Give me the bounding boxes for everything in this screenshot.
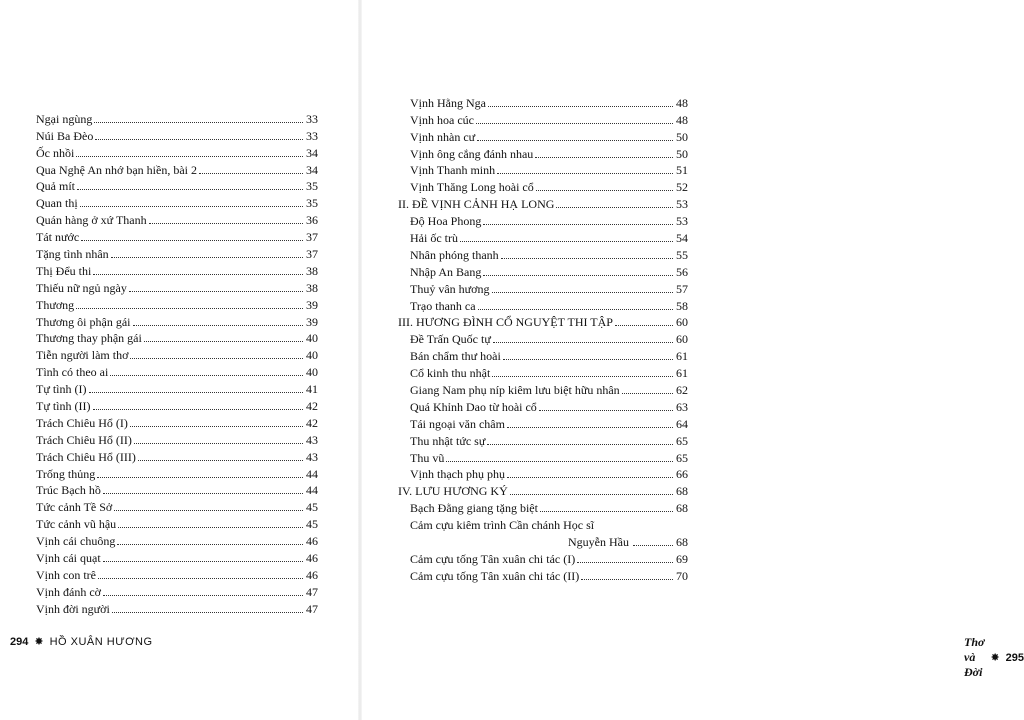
entry-page-number: 58 [676, 298, 688, 313]
dot-leader [103, 493, 303, 494]
dot-leader [94, 122, 303, 123]
dot-leader [477, 140, 673, 141]
toc-entry [36, 582, 318, 599]
entry-page-number: 36 [306, 213, 318, 228]
toc-entry [398, 397, 688, 414]
entry-page-number: 45 [306, 500, 318, 515]
entry-page-number: 45 [306, 517, 318, 532]
toc-entry [36, 329, 318, 346]
page-number: 295 [1005, 651, 1024, 664]
dot-leader [539, 410, 673, 411]
entry-title: Vịnh Thanh minh [410, 163, 496, 178]
toc-entry [36, 514, 318, 531]
running-head-title: Thơ và Đời [964, 635, 985, 679]
toc-entry [36, 430, 318, 447]
dot-leader [130, 358, 303, 359]
entry-title: Vịnh Hằng Nga [410, 95, 486, 110]
entry-page-number: 57 [676, 281, 688, 296]
entry-title: Thu vũ [410, 450, 445, 465]
entry-page-number: 33 [306, 111, 318, 126]
entry-page-number: 62 [676, 383, 688, 398]
entry-title: Trạo thanh ca [410, 298, 476, 313]
entry-title: Vịnh cái quạt [36, 551, 101, 566]
entry-page-number: 61 [676, 349, 688, 364]
entry-title: Quan thị [36, 196, 78, 211]
toc-entry [36, 193, 318, 210]
toc-list-right [398, 93, 688, 583]
dot-leader [95, 139, 303, 140]
toc-entry [36, 464, 318, 481]
entry-page-number: 51 [676, 163, 688, 178]
dot-leader [199, 173, 303, 174]
entry-title: Tiễn người làm thơ [36, 348, 129, 363]
dot-leader [103, 595, 303, 596]
entry-page-number: 48 [676, 112, 688, 127]
entry-title: Thuỷ vân hương [410, 281, 490, 296]
toc-entry [36, 362, 318, 379]
toc-entry [398, 380, 688, 397]
toc-entry [36, 548, 318, 565]
entry-page-number: 34 [306, 162, 318, 177]
dot-leader [615, 325, 673, 326]
dot-leader [483, 224, 673, 225]
entry-page-number: 35 [306, 179, 318, 194]
running-head-author: HỒ XUÂN HƯƠNG [49, 635, 153, 648]
toc-entry [36, 126, 318, 143]
entry-title: Thu nhật tức sự [410, 433, 486, 448]
entry-page-number: 43 [306, 449, 318, 464]
entry-page-number: 53 [676, 197, 688, 212]
toc-entry [36, 599, 318, 616]
entry-page-number: 65 [676, 450, 688, 465]
entry-title: Tức cảnh Tề Sở [36, 500, 113, 515]
toc-entry [398, 532, 688, 549]
toc-entry [36, 396, 318, 413]
dot-leader [507, 427, 673, 428]
star-icon: ✸ [990, 652, 1000, 664]
toc-entry [36, 210, 318, 227]
entry-title: Cảm cựu kiêm trình Cần chánh Học sĩ [410, 518, 595, 533]
toc-entry [398, 566, 688, 583]
entry-page-number: 48 [676, 95, 688, 110]
entry-title: Hải ốc trù [410, 231, 458, 246]
entry-title: Tự tình (II) [36, 399, 91, 414]
toc-entry [36, 261, 318, 278]
dot-leader [540, 511, 673, 512]
dot-leader [633, 545, 673, 546]
entry-page-number: 50 [676, 146, 688, 161]
dot-leader [111, 257, 303, 258]
entry-title: Vịnh ông cắng đánh nhau [410, 146, 534, 161]
toc-entry [36, 531, 318, 548]
entry-title: Vịnh con trê [36, 567, 96, 582]
entry-title: Tức cảnh vũ hậu [36, 517, 117, 532]
entry-page-number: 37 [306, 230, 318, 245]
dot-leader [144, 341, 303, 342]
toc-entry [398, 498, 688, 515]
dot-leader [487, 444, 673, 445]
entry-page-number: 41 [306, 382, 318, 397]
entry-title: Thương thay phận gái [36, 331, 142, 346]
page-footer-left [10, 635, 153, 648]
dot-leader [129, 291, 303, 292]
entry-title: Tát nước [36, 230, 80, 245]
entry-title: Cảm cựu tống Tân xuân chi tác (II) [410, 568, 580, 583]
toc-entry [36, 227, 318, 244]
dot-leader [507, 477, 673, 478]
entry-title: Bán chẩm thư hoài [410, 349, 501, 364]
dot-leader [118, 527, 303, 528]
entry-title: III. HƯƠNG ĐÌNH CỔ NGUYỆT THI TẬP [398, 315, 613, 330]
entry-page-number: 65 [676, 433, 688, 448]
entry-title: Vịnh thạch phụ phụ [410, 467, 505, 482]
entry-title: Thương ôi phận gái [36, 314, 131, 329]
dot-leader [483, 275, 673, 276]
entry-title: Quá Khỉnh Dao từ hoài cổ [410, 399, 537, 414]
entry-title: Quán hàng ở xứ Thanh [36, 213, 147, 228]
entry-page-number: 50 [676, 129, 688, 144]
dot-leader [493, 342, 673, 343]
entry-page-number: 44 [306, 483, 318, 498]
dot-leader [76, 308, 303, 309]
entry-title: Ngại ngùng [36, 111, 93, 126]
entry-title: Tình có theo ai [36, 365, 109, 380]
toc-section-heading [398, 313, 688, 330]
toc-entry [398, 127, 688, 144]
toc-entry [36, 177, 318, 194]
toc-entry [36, 345, 318, 362]
toc-entry [36, 295, 318, 312]
entry-title: Thị Đểu thi [36, 263, 92, 278]
toc-entry [398, 414, 688, 431]
toc-entry [398, 144, 688, 161]
entry-title: Trúc Bạch hồ [36, 483, 101, 498]
entry-title: Bạch Đằng giang tặng biệt [410, 501, 538, 516]
toc-entry [398, 515, 688, 532]
toc-entry [398, 228, 688, 245]
entry-page-number: 39 [306, 314, 318, 329]
entry-page-number: 53 [676, 214, 688, 229]
entry-page-number: 39 [306, 297, 318, 312]
dot-leader [117, 544, 303, 545]
dot-leader [80, 206, 303, 207]
dot-leader [503, 359, 673, 360]
toc-entry [36, 312, 318, 329]
entry-title: Vịnh nhàn cư [410, 129, 476, 144]
dot-leader [93, 274, 303, 275]
dot-leader [497, 173, 673, 174]
toc-entry [398, 363, 688, 380]
entry-title: Tặng tình nhân [36, 247, 109, 262]
entry-page-number: 35 [306, 196, 318, 211]
toc-entry [398, 211, 688, 228]
entry-title: Trống thủng [36, 466, 96, 481]
toc-entry [36, 379, 318, 396]
left-page [0, 0, 360, 720]
toc-entry [398, 161, 688, 178]
entry-title: Thương [36, 297, 75, 312]
entry-title: Đề Trấn Quốc tự [410, 332, 491, 347]
dot-leader [130, 426, 303, 427]
entry-title: Giang Nam phụ níp kiêm lưu biệt hữu nhân [410, 383, 620, 398]
dot-leader [510, 494, 673, 495]
entry-page-number: 60 [676, 315, 688, 330]
entry-title: Cổ kinh thu nhật [410, 366, 491, 381]
entry-page-number: 63 [676, 399, 688, 414]
entry-page-number: 40 [306, 348, 318, 363]
entry-page-number: 55 [676, 247, 688, 262]
toc-entry [398, 296, 688, 313]
entry-page-number: 47 [306, 601, 318, 616]
dot-leader [93, 409, 304, 410]
entry-page-number: 46 [306, 567, 318, 582]
dot-leader [98, 578, 303, 579]
dot-leader [476, 123, 673, 124]
dot-leader [501, 258, 673, 259]
entry-page-number: 68 [676, 535, 688, 550]
entry-page-number: 52 [676, 180, 688, 195]
toc-entry [398, 431, 688, 448]
entry-title: Tái ngoại văn châm [410, 416, 505, 431]
entry-title: Thiếu nữ ngủ ngày [36, 280, 127, 295]
toc-entry [36, 278, 318, 295]
entry-title: II. ĐỀ VỊNH CẢNH HẠ LONG [398, 197, 555, 212]
entry-page-number: 46 [306, 551, 318, 566]
dot-leader [622, 393, 673, 394]
entry-title: Tự tình (I) [36, 382, 87, 397]
entry-title: IV. LƯU HƯƠNG KÝ [398, 484, 508, 499]
entry-page-number: 40 [306, 331, 318, 346]
toc-list-left [36, 109, 318, 616]
dot-leader [133, 325, 304, 326]
entry-title: Trách Chiêu Hổ (III) [36, 449, 136, 464]
toc-entry [36, 244, 318, 261]
entry-page-number: 60 [676, 332, 688, 347]
toc-entry [398, 346, 688, 363]
entry-title: Vịnh Thăng Long hoài cổ [410, 180, 534, 195]
dot-leader [577, 562, 673, 563]
entry-page-number: 69 [676, 551, 688, 566]
toc-section-heading [398, 481, 688, 498]
toc-entry [36, 160, 318, 177]
entry-title: Nhân phóng thanh [410, 247, 499, 262]
toc-entry [36, 413, 318, 430]
entry-page-number: 66 [676, 467, 688, 482]
toc-entry [398, 549, 688, 566]
star-icon: ✸ [34, 636, 44, 648]
dot-leader [89, 392, 304, 393]
toc-entry [398, 262, 688, 279]
dot-leader [103, 561, 303, 562]
entry-page-number: 56 [676, 264, 688, 279]
entry-title: Quả mít [36, 179, 75, 194]
entry-page-number: 64 [676, 416, 688, 431]
dot-leader [110, 375, 303, 376]
dot-leader [114, 510, 303, 511]
entry-page-number: 37 [306, 247, 318, 262]
toc-entry [398, 177, 688, 194]
entry-title: Vịnh đời người [36, 601, 110, 616]
entry-page-number: 70 [676, 568, 688, 583]
entry-title: Vịnh cái chuông [36, 534, 116, 549]
entry-page-number: 38 [306, 280, 318, 295]
page-footer-right [964, 635, 1024, 680]
entry-page-number: 42 [306, 399, 318, 414]
entry-page-number: 61 [676, 366, 688, 381]
dot-leader [460, 241, 673, 242]
entry-page-number: 54 [676, 231, 688, 246]
dot-leader [535, 157, 673, 158]
entry-title: Vịnh hoa cúc [410, 112, 474, 127]
entry-page-number: 46 [306, 534, 318, 549]
dot-leader [492, 376, 673, 377]
toc-entry [36, 109, 318, 126]
dot-leader [446, 461, 673, 462]
toc-entry [36, 447, 318, 464]
toc-entry [398, 279, 688, 296]
dot-leader [492, 292, 673, 293]
toc-entry [36, 565, 318, 582]
entry-title: Vịnh đánh cờ [36, 584, 101, 599]
entry-title: Ốc nhồi [36, 145, 75, 160]
entry-title: Nguyễn Hầu [568, 535, 629, 550]
entry-title: Nhập An Bang [410, 264, 482, 279]
dot-leader [138, 460, 303, 461]
toc-entry [398, 245, 688, 262]
dot-leader [581, 579, 673, 580]
entry-page-number: 33 [306, 128, 318, 143]
toc-entry [398, 110, 688, 127]
dot-leader [536, 190, 673, 191]
dot-leader [77, 189, 303, 190]
toc-entry [36, 481, 318, 498]
dot-leader [134, 443, 303, 444]
toc-entry [398, 448, 688, 465]
dot-leader [97, 477, 303, 478]
entry-page-number: 42 [306, 415, 318, 430]
entry-page-number: 68 [676, 501, 688, 516]
dot-leader [556, 207, 673, 208]
entry-page-number: 40 [306, 365, 318, 380]
entry-page-number: 68 [676, 484, 688, 499]
dot-leader [81, 240, 303, 241]
entry-title: Trách Chiêu Hổ (II) [36, 432, 132, 447]
dot-leader [76, 156, 303, 157]
entry-page-number: 43 [306, 432, 318, 447]
toc-entry [398, 93, 688, 110]
entry-page-number: 44 [306, 466, 318, 481]
toc-entry [36, 143, 318, 160]
toc-entry [36, 497, 318, 514]
entry-title: Độ Hoa Phong [410, 214, 482, 229]
entry-title: Trách Chiêu Hổ (I) [36, 415, 128, 430]
page-number: 294 [10, 635, 29, 648]
entry-page-number: 38 [306, 263, 318, 278]
dot-leader [112, 612, 303, 613]
toc-entry [398, 465, 688, 482]
dot-leader [488, 106, 673, 107]
toc-section-heading [398, 194, 688, 211]
entry-title: Núi Ba Đèo [36, 128, 94, 143]
dot-leader [149, 223, 303, 224]
toc-entry [398, 329, 688, 346]
entry-title: Qua Nghệ An nhớ bạn hiền, bài 2 [36, 162, 197, 177]
entry-page-number: 34 [306, 145, 318, 160]
entry-title: Cảm cựu tống Tân xuân chi tác (I) [410, 551, 576, 566]
entry-page-number: 47 [306, 584, 318, 599]
dot-leader [478, 309, 673, 310]
